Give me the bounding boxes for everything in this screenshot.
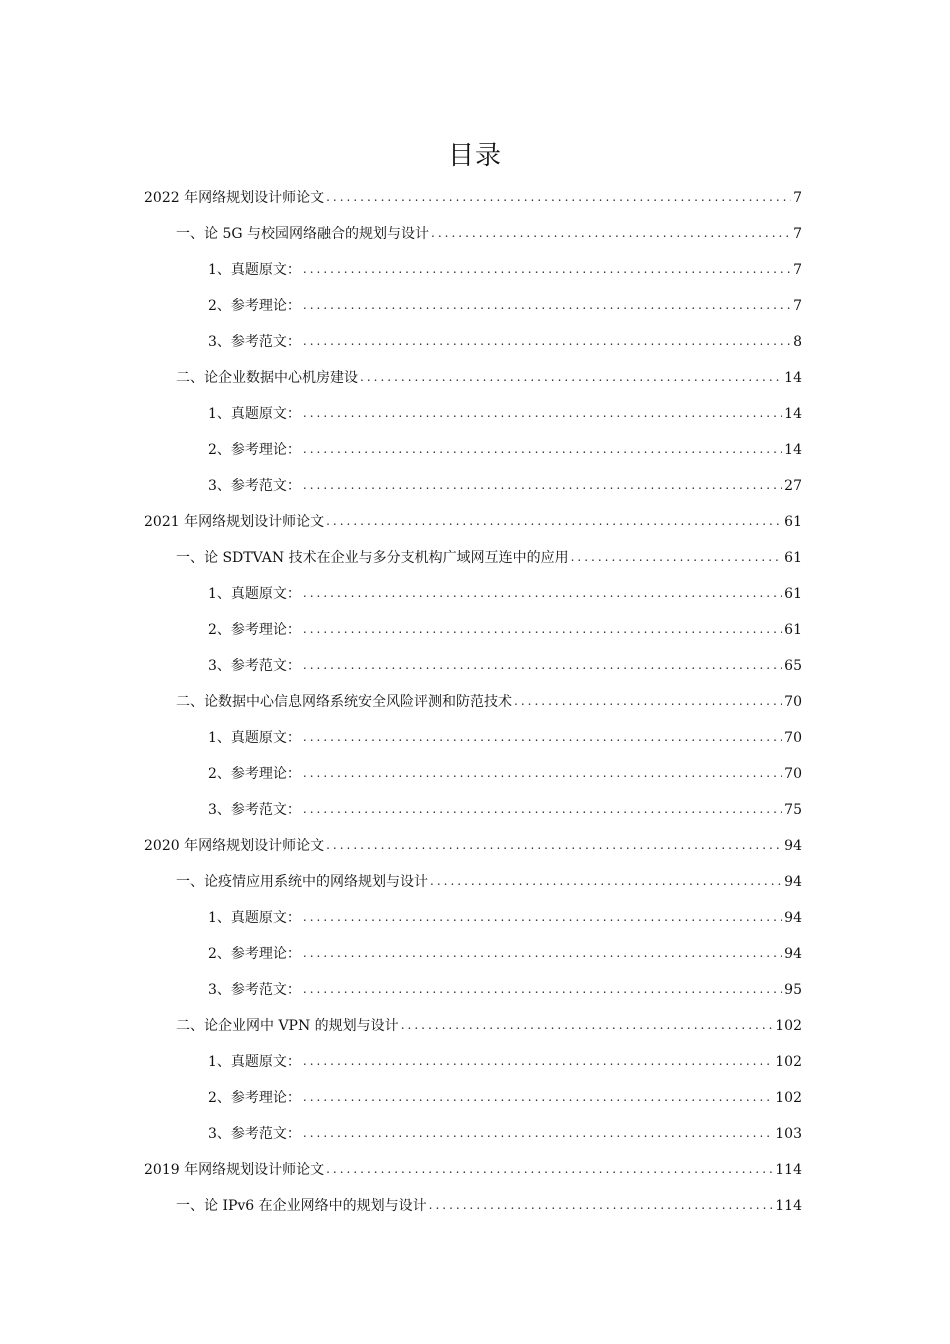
toc-dot-leader xyxy=(326,509,782,533)
toc-dot-leader xyxy=(303,1049,773,1073)
toc-entry[interactable] xyxy=(144,834,802,858)
toc-entry-label: 1、真题原文： xyxy=(208,910,301,926)
toc-dot-leader xyxy=(303,797,782,821)
toc-dot-leader xyxy=(360,365,782,389)
toc-entry[interactable] xyxy=(208,330,802,354)
toc-entry[interactable] xyxy=(176,366,802,390)
toc-dot-leader xyxy=(303,581,782,605)
toc-entry-page-number: 70 xyxy=(784,730,802,746)
toc-entry[interactable] xyxy=(208,762,802,786)
toc-entry-label: 2021 年网络规划设计师论文 xyxy=(144,514,325,530)
toc-entry-label: 2019 年网络规划设计师论文 xyxy=(144,1162,325,1178)
toc-entry[interactable] xyxy=(208,654,802,678)
toc-entry-page-number: 61 xyxy=(784,550,802,566)
toc-entry-page-number: 94 xyxy=(784,910,802,926)
toc-dot-leader xyxy=(303,257,791,281)
toc-entry[interactable] xyxy=(176,546,802,570)
toc-entry-page-number: 61 xyxy=(784,586,802,602)
toc-entry-label: 1、真题原文： xyxy=(208,406,301,422)
toc-entry-label: 2、参考理论： xyxy=(208,946,301,962)
toc-dot-leader xyxy=(303,905,782,929)
toc-entry-label: 一、论疫情应用系统中的网络规划与设计 xyxy=(176,874,428,890)
toc-dot-leader xyxy=(303,1085,773,1109)
toc-entry-page-number: 8 xyxy=(793,334,802,350)
toc-dot-leader xyxy=(303,329,791,353)
toc-entry-page-number: 102 xyxy=(775,1018,802,1034)
toc-entry-page-number: 103 xyxy=(775,1126,802,1142)
toc-entry[interactable] xyxy=(208,438,802,462)
toc-entry-page-number: 114 xyxy=(775,1198,802,1214)
toc-entry-page-number: 114 xyxy=(775,1162,802,1178)
toc-dot-leader xyxy=(303,401,782,425)
toc-entry[interactable] xyxy=(176,222,802,246)
toc-entry[interactable] xyxy=(176,870,802,894)
toc-entry-label: 3、参考范文： xyxy=(208,478,301,494)
toc-entry-label: 2、参考理论： xyxy=(208,442,301,458)
toc-entry[interactable] xyxy=(208,1086,802,1110)
toc-entry[interactable] xyxy=(208,726,802,750)
toc-entry[interactable] xyxy=(144,186,802,210)
toc-dot-leader xyxy=(326,1157,773,1181)
toc-dot-leader xyxy=(303,1121,773,1145)
toc-entry-page-number: 61 xyxy=(784,622,802,638)
toc-dot-leader xyxy=(303,617,782,641)
toc-dot-leader xyxy=(303,653,782,677)
toc-dot-leader xyxy=(430,869,782,893)
toc-dot-leader xyxy=(303,293,791,317)
toc-entry-page-number: 70 xyxy=(784,766,802,782)
toc-entry-label: 二、论企业数据中心机房建设 xyxy=(176,370,358,386)
toc-dot-leader xyxy=(303,941,782,965)
toc-entry-page-number: 70 xyxy=(784,694,802,710)
toc-entry[interactable] xyxy=(144,510,802,534)
toc-entry-page-number: 65 xyxy=(784,658,802,674)
toc-entry-label: 一、论 5G 与校园网络融合的规划与设计 xyxy=(176,226,429,242)
toc-entry-page-number: 7 xyxy=(793,262,802,278)
toc-entry[interactable] xyxy=(176,690,802,714)
toc-entry-label: 3、参考范文： xyxy=(208,802,301,818)
toc-entry-page-number: 7 xyxy=(793,298,802,314)
toc-entry[interactable] xyxy=(208,1050,802,1074)
toc-entry-label: 2、参考理论： xyxy=(208,298,301,314)
toc-entry[interactable] xyxy=(208,402,802,426)
toc-entry-page-number: 95 xyxy=(784,982,802,998)
toc-dot-leader xyxy=(303,761,782,785)
toc-entry-page-number: 14 xyxy=(784,370,802,386)
toc-entry-label: 二、论数据中心信息网络系统安全风险评测和防范技术 xyxy=(176,694,512,710)
toc-entry[interactable] xyxy=(208,294,802,318)
toc-entry-page-number: 102 xyxy=(775,1090,802,1106)
toc-entry[interactable] xyxy=(208,798,802,822)
toc-dot-leader xyxy=(326,185,791,209)
toc-entry-label: 2、参考理论： xyxy=(208,622,301,638)
toc-dot-leader xyxy=(571,545,783,569)
toc-entry-label: 2020 年网络规划设计师论文 xyxy=(144,838,325,854)
toc-entry-label: 3、参考范文： xyxy=(208,1126,301,1142)
toc-entry-page-number: 75 xyxy=(784,802,802,818)
toc-entry-label: 二、论企业网中 VPN 的规划与设计 xyxy=(176,1018,399,1034)
toc-entry[interactable] xyxy=(208,582,802,606)
toc-dot-leader xyxy=(431,221,791,245)
toc-dot-leader xyxy=(303,977,782,1001)
toc-entry-page-number: 61 xyxy=(784,514,802,530)
toc-entry[interactable] xyxy=(208,906,802,930)
toc-dot-leader xyxy=(303,725,782,749)
toc-entry-page-number: 94 xyxy=(784,946,802,962)
toc-entry-label: 2、参考理论： xyxy=(208,766,301,782)
toc-title: 目录 xyxy=(447,141,502,171)
toc-dot-leader xyxy=(429,1193,774,1217)
toc-dot-leader xyxy=(303,473,782,497)
toc-entry-page-number: 14 xyxy=(784,442,802,458)
toc-entry[interactable] xyxy=(208,978,802,1002)
toc-entry-label: 1、真题原文： xyxy=(208,730,301,746)
toc-entry[interactable] xyxy=(208,474,802,498)
toc-entry-label: 1、真题原文： xyxy=(208,586,301,602)
toc-entry-page-number: 27 xyxy=(784,478,802,494)
toc-entry-label: 一、论 SDTVAN 技术在企业与多分支机构广域网互连中的应用 xyxy=(176,550,569,566)
toc-entry[interactable] xyxy=(208,258,802,282)
toc-entry[interactable] xyxy=(176,1014,802,1038)
toc-entry[interactable] xyxy=(144,1158,802,1182)
toc-dot-leader xyxy=(326,833,782,857)
toc-entry-page-number: 102 xyxy=(775,1054,802,1070)
toc-entry-label: 2、参考理论： xyxy=(208,1090,301,1106)
toc-dot-leader xyxy=(401,1013,774,1037)
toc-dot-leader xyxy=(303,437,782,461)
toc-entry-label: 2022 年网络规划设计师论文 xyxy=(144,190,325,206)
toc-entry-label: 3、参考范文： xyxy=(208,334,301,350)
toc-entry-page-number: 94 xyxy=(784,874,802,890)
toc-entry-label: 一、论 IPv6 在企业网络中的规划与设计 xyxy=(176,1198,427,1214)
toc-entry-label: 3、参考范文： xyxy=(208,982,301,998)
toc-entry[interactable] xyxy=(208,618,802,642)
toc-entry[interactable] xyxy=(208,942,802,966)
toc-entry[interactable] xyxy=(176,1194,802,1218)
toc-entry-page-number: 14 xyxy=(784,406,802,422)
toc-entry-label: 1、真题原文： xyxy=(208,1054,301,1070)
toc-entry[interactable] xyxy=(208,1122,802,1146)
toc-entry-page-number: 7 xyxy=(793,226,802,242)
toc-dot-leader xyxy=(514,689,782,713)
toc-entry-page-number: 7 xyxy=(793,190,802,206)
toc-entry-page-number: 94 xyxy=(784,838,802,854)
toc-entry-label: 3、参考范文： xyxy=(208,658,301,674)
toc-entry-label: 1、真题原文： xyxy=(208,262,301,278)
